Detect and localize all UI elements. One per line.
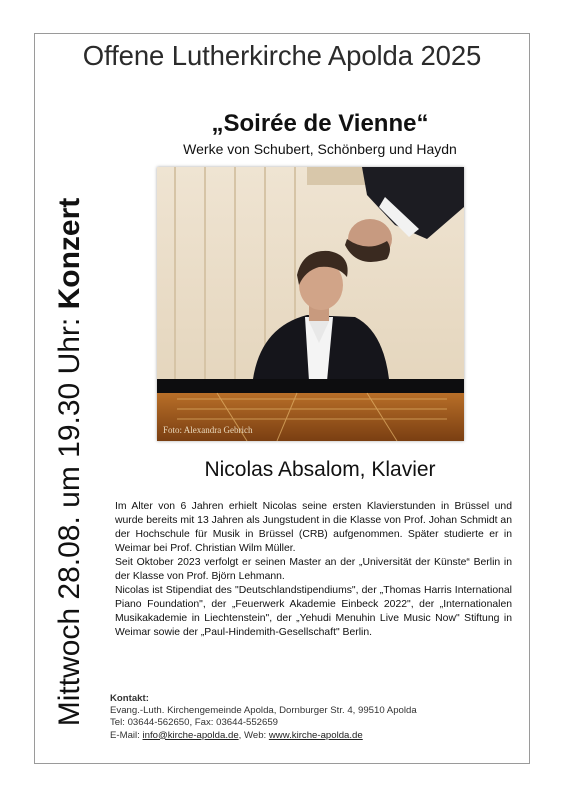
bio-text bbox=[115, 500, 512, 640]
email-link[interactable]: info@kirche-apolda.de bbox=[142, 729, 239, 741]
bio-paragraph: Nicolas ist Stipendiat des "Deutschlandstipendiums", der „Thomas Harris International Piano Foundation", der „Feuerwerk Akademie Einbeck 2022", der „Internationalen Musikakademie in Liechtenstein", der „Yehudi Menuhin Live Music Now" Stiftung in Weimar sowie der „Paul-Hindemith-Gesellschaft" Berlin. bbox=[115, 585, 512, 638]
page-title: Offene Lutherkirche Apolda 2025 bbox=[82, 40, 482, 71]
event-subtitle: Werke von Schubert, Schönberg und Haydn bbox=[183, 141, 457, 157]
photo-credit: Foto: Alexandra Gebrich bbox=[163, 425, 253, 435]
event-type: Konzert bbox=[53, 197, 86, 310]
performer-name: Nicolas Absalom, Klavier bbox=[204, 458, 436, 481]
event-title: „Soirée de Vienne“ bbox=[211, 110, 429, 137]
side-banner-text bbox=[53, 198, 87, 727]
contact-organization: Evang.-Luth. Kirchengemeinde Apolda, Dornburger Str. 4, 99510 Apolda bbox=[110, 705, 417, 717]
pianist-photo bbox=[157, 167, 464, 441]
contact-label: Kontakt bbox=[110, 693, 146, 704]
contact-phone: Tel: 03644-562650, Fax: 03644-552659 bbox=[110, 717, 279, 729]
bio-paragraph: Im Alter von 6 Jahren erhielt Nicolas seine ersten Klavierstunden in Brüssel und wurde bereits mit 13 Jahren als Jungstudent in die Klasse von Prof. Johan Schmidt an der Hochschule für Musik in Brüssel (CRB) aufgenommen. Später studierte er in Weimar bei Prof. Christian Wilm Müller. bbox=[115, 501, 512, 554]
contact-block: Kontakt: Evang.-Luth. Kirchengemeinde Apolda, Dornburger Str. 4, 99510 Apolda Tel: 03644-562650, Fax: 03644-552659 E-Mail: info@kirche-apolda.de, Web: www.kirche-apolda.de bbox=[110, 693, 520, 742]
event-date-time: Mittwoch 28.08. um 19.30 Uhr: bbox=[53, 309, 86, 727]
web-link[interactable]: www.kirche-apolda.de bbox=[268, 729, 363, 741]
web-label: , Web: bbox=[238, 729, 269, 741]
bio-paragraph: Seit Oktober 2023 verfolgt er seinen Master an der „Universität der Künste“ Berlin in der Klasse von Prof. Björn Lehmann. bbox=[115, 557, 512, 582]
side-banner bbox=[34, 176, 106, 748]
email-label: E-Mail: bbox=[110, 729, 143, 741]
